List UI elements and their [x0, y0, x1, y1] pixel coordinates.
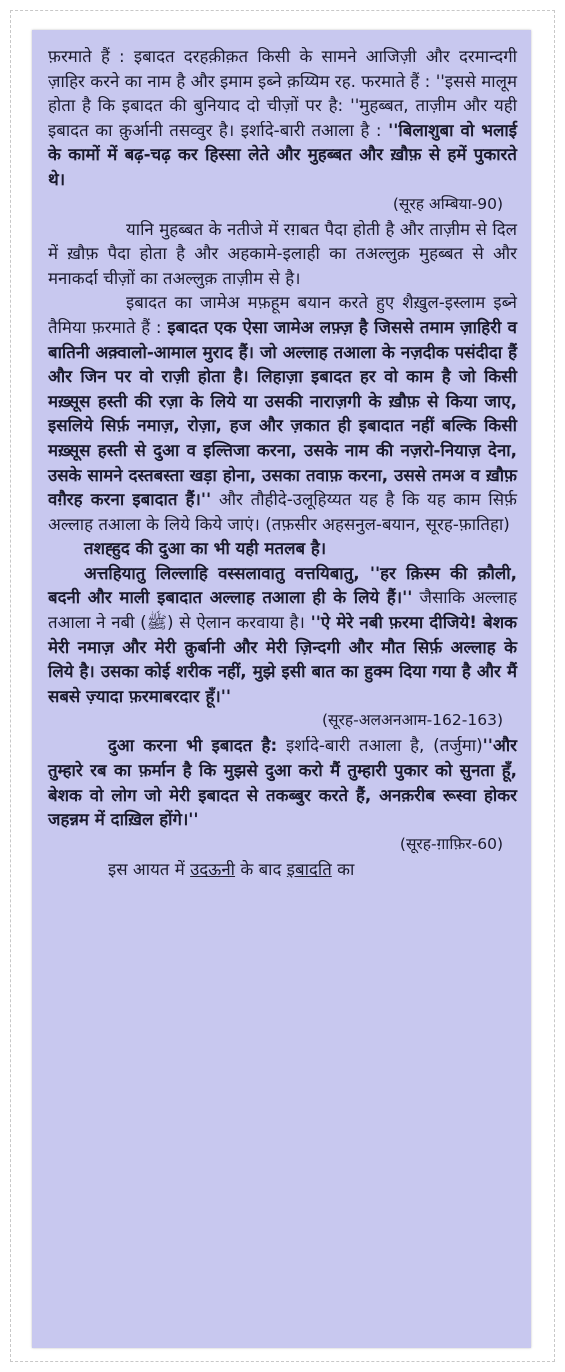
text-span: इबादत का जामेअ मफ़हूम बयान करते हुए शैख़ुल-इस्लाम इब्ने तैमिया फ़रमाते हैं : — [48, 292, 517, 337]
text-span: जैसाकि अल्लाह तआला ने नबी (ﷺ) से ऐलान करवाया है। — [48, 587, 517, 633]
paragraph-closing — [48, 857, 517, 882]
reference-ambiya: (सूरह अम्बिया-90) — [392, 194, 503, 213]
reference-anam: (सूरह-अलअनआम-162-163) — [322, 711, 503, 730]
heading-dua: दुआ करना भी इबादत है: — [108, 735, 278, 756]
quote-bold: ''और तुम्हारे रब का फ़र्मान है कि मुझसे दुआ करो मैं तुम्हारी पुकार को सुनता हूँ, बेशक वो लोग जो मेरी इबादत से तकब्बुर करते हैं, अनक़रीब रूस्वा होकर जहन्नम में दाख़िल होंगे।'' — [48, 735, 517, 830]
reference-ghafir: (सूरह-ग़ाफ़िर-60) — [399, 834, 503, 853]
text-span: और तौहीदे-उलूहिय्यत यह है कि यह काम सिर्फ़ अल्लाह तआला के लिये किये जाएं। (तफ़सीर अहसनुल-बयान, सूरह-फ़ातिहा) — [48, 489, 518, 534]
document-page — [32, 30, 531, 1348]
quote-bold: ''बिलाशुबा वो भलाई के कामों में बढ़-चढ़ कर हिस्सा लेते और मुहब्बत और ख़ौफ़ से हमें पुकारते थे। — [48, 119, 518, 189]
heading-tashahhud: तशह्हुद की दुआ का भी यही मतलब है। — [84, 538, 327, 559]
quote-bold: ''ऐ मेरे नबी फ़रमा दीजिये! बेशक मेरी नमाज़ और मेरी क़ुर्बानी और मेरी ज़िन्दगी और मौत सिर्फ़ अल्लाह के लिये है। उसका कोई शरीक नहीं, मुझे इसी बात का हुक्म दिया गया है और मैं सबसे ज़्यादा फ़रमाबरदार हूँ।'' — [48, 612, 517, 706]
underlined-word: उदऊनी — [190, 858, 236, 879]
paragraph-muhabbat: यानि मुहब्बत के नतीजे में रग़बत पैदा होती है और ताज़ीम से दिल में ख़ौफ़ पैदा होता है और अहकामे-इलाही का तअल्लुक़ मुहब्बत से और मनाकर्दा चीज़ों का तअल्लुक़ ताज़ीम से है। — [48, 218, 517, 288]
paragraph-ibn-taymiyya — [48, 290, 517, 536]
underlined-word: इबादति — [286, 858, 332, 879]
text-span: फ़रमाते हैं : इबादत दरहक़ीक़त किसी के सामने आजिज़ी और दरमान्दगी ज़ाहिर करने का नाम है और इमाम इब्ने क़य्यिम रह. फरमाते हैं : ''इससे मालूम होता है कि इबादत की बुनियाद दो चीज़ों पर है: ''मुहब्बत, ताज़ीम और यही इबादत का क़ुर्आनी तसव्वुर है। इर्शादे-बारी तआला है : — [48, 46, 517, 140]
text-span: के बाद — [235, 858, 287, 879]
text-span: इर्शादे-बारी तआला है, (तर्जुमा) — [277, 735, 483, 756]
text-span: इस आयत में — [108, 858, 191, 879]
quote-bold: अत्तहियातु लिल्लाहि वस्सलावातु वत्तयिबातु, ''हर क़िस्म की क़ौली, बदनी और माली इबादात अल्लाह तआला ही के लिये हैं।'' — [48, 562, 517, 608]
text-span: का — [331, 858, 355, 879]
paragraph-dua — [48, 733, 517, 831]
paragraph-attahiyat — [48, 561, 517, 709]
quote-bold: इबादत एक ऐसा जामेअ लफ़्ज़ है जिससे तमाम ज़ाहिरी व बातिनी अक़्वालो-आमाल मुराद हैं। जो अल्लाह तआला के नज़दीक पसंदीदा हैं और जिन पर वो राज़ी होता है। लिहाज़ा इबादत हर वो काम है जो किसी मख़्सूस हस्ती की रज़ा के लिये या उसकी नाराज़गी के ख़ौफ़ से किया जाए, इसलिये सिर्फ़ नमाज़, रोज़ा, हज और ज़कात ही इबादात नहीं बल्कि किसी मख़्सूस हस्ती से दुआ व इल्तिजा करना, उसके नाम की नज़रो-नियाज़ देना, उसके सामने दस्तबस्ता खड़ा होना, उसका तवाफ़ करना, उससे तमअ व ख़ौफ़ वग़ैरह करना इबादात हैं।'' — [48, 316, 517, 510]
paragraph-ibadat-meaning — [48, 44, 517, 192]
